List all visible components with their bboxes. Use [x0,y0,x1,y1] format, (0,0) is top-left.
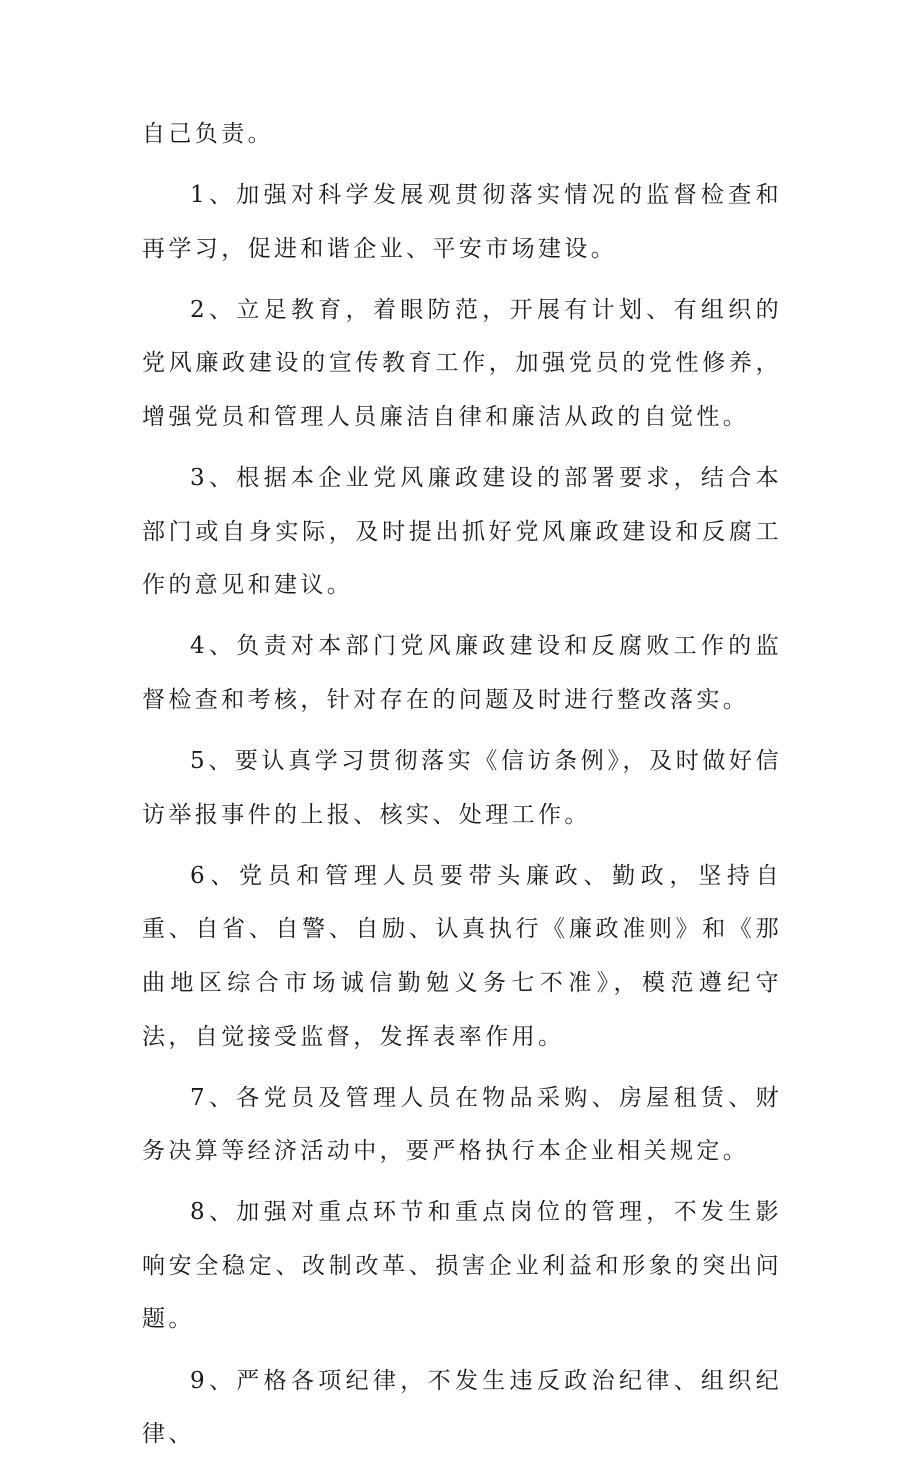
document-body [142,108,782,1469]
paragraph-item-2: 2、立足教育，着眼防范，开展有计划、有组织的党风廉政建设的宣传教育工作，加强党员的党性修养，增强党员和管理人员廉洁自律和廉洁从政的自觉性。 [142,296,782,430]
paragraph-item-9: 9、严格各项纪律，不发生违反政治纪律、组织纪律、 [142,1367,782,1448]
paragraph-item-4: 4、负责对本部门党风廉政建设和反腐败工作的监督检查和考核，针对存在的问题及时进行整改落实。 [142,633,782,713]
paragraph-item-1: 1、加强对科学发展观贯彻落实情况的监督检查和再学习，促进和谐企业、平安市场建设。 [142,182,782,262]
paragraph-item-6: 6、党员和管理人员要带头廉政、勤政，坚持自重、自省、自警、自励、认真执行《廉政准则》和《那曲地区综合市场诚信勤勉义务七不准》，模范遵纪守法，自觉接受监督，发挥表率作用。 [142,862,782,1050]
paragraph-item-3: 3、根据本企业党风廉政建设的部署要求，结合本部门或自身实际，及时提出抓好党风廉政建设和反腐工作的意见和建议。 [142,465,782,599]
paragraph-continuation: 自己负责。 [142,121,274,147]
paragraph-item-5: 5、要认真学习贯彻落实《信访条例》，及时做好信访举报事件的上报、核实、处理工作。 [142,748,782,828]
paragraph-item-7: 7、各党员及管理人员在物品采购、房屋租赁、财务决算等经济活动中，要严格执行本企业相关规定。 [142,1084,782,1165]
paragraph-item-8: 8、加强对重点环节和重点岗位的管理，不发生影响安全稳定、改制改革、损害企业利益和形象的突出问题。 [142,1199,782,1333]
